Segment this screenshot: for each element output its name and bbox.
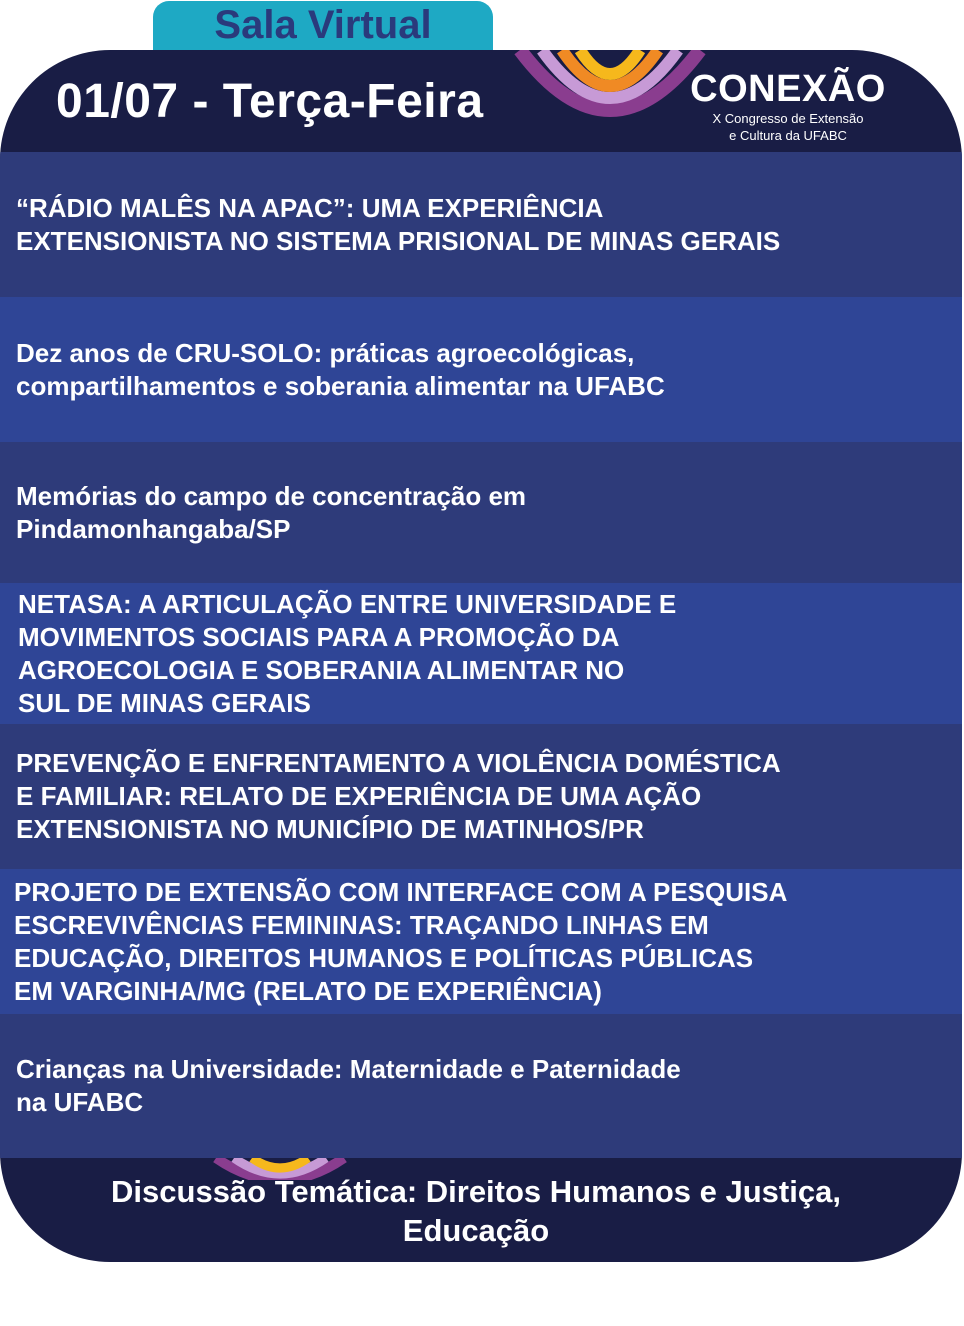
session-title: Crianças na Universidade: Maternidade e Paternidade na UFABC [16,1054,681,1117]
session-title: PROJETO DE EXTENSÃO COM INTERFACE COM A PESQUISA ESCREVIVÊNCIAS FEMININAS: TRAÇANDO LINHAS EM EDUCAÇÃO, DIREITOS HUMANOS E POLÍTICAS PÚBLICAS EM VARGINHA/MG (RELATO DE EXPERIÊNCIA) [14,876,788,1006]
session-title: PREVENÇÃO E ENFRENTAMENTO A VIOLÊNCIA DOMÉSTICA E FAMILIAR: RELATO DE EXPERIÊNCIA DE UMA AÇÃO EXTENSIONISTA NO MUNICÍPIO DE MATINHOS/PR [16,748,781,844]
thematic-discussion: Discussão Temática: Direitos Humanos e Justiça, Educação [111,1174,841,1248]
logo-subtitle-2: e Cultura da UFABC [729,128,847,143]
session-title: NETASA: A ARTICULAÇÃO ENTRE UNIVERSIDADE E MOVIMENTOS SOCIAIS PARA A PROMOÇÃO DA AGROECOLOGIA E SOBERANIA ALIMENTAR NO SUL DE MINAS GERAIS [18,588,677,718]
conexao-logo [688,68,888,144]
schedule-card [0,50,962,1262]
session-row [0,724,962,869]
session-row [0,869,962,1014]
session-title: Dez anos de CRU-SOLO: práticas agroecológicas, compartilhamentos e soberania alimentar na UFABC [16,337,665,401]
session-title: “RÁDIO MALÊS NA APAC”: UMA EXPERIÊNCIA EXTENSIONISTA NO SISTEMA PRISIONAL DE MINAS GERAIS [16,192,781,256]
session-row [0,442,962,583]
session-row [0,583,962,724]
session-title: Memórias do campo de concentração em Pindamonhangaba/SP [16,480,527,544]
logo-name: CONEXÃO [690,68,886,110]
logo-subtitle-1: X Congresso de Extensão [712,111,864,126]
decorative-arcs [500,50,720,130]
session-date: 01/07 - Terça-Feira [56,75,484,128]
session-row [0,297,962,442]
session-row [0,152,962,297]
session-row [0,1014,962,1158]
room-tab: Sala Virtual [153,1,493,63]
